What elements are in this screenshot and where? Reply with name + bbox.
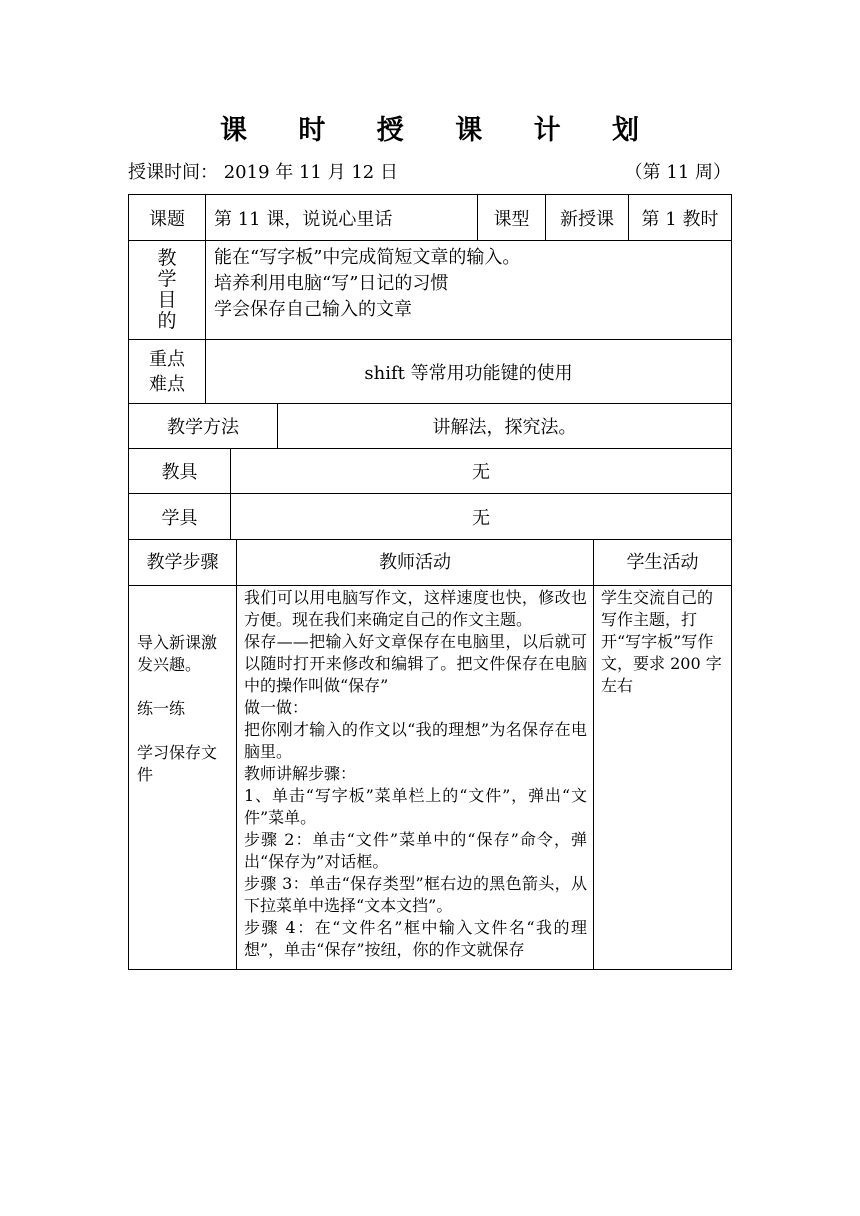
step-item: 学习保存文件 (137, 743, 218, 784)
teacher-paragraph: 保存——把输入好文章保存在电脑里，以后就可以随时打开来修改和编辑了。把文件保存在电脑中的操作叫做“保存” (244, 632, 587, 695)
objective-item: 培养利用电脑“写”日记的习惯 (214, 273, 449, 294)
objectives-list (206, 241, 732, 340)
week-number: （第 11 周） (624, 162, 731, 183)
lesson-type-value: 新授课 (546, 195, 629, 241)
teacher-paragraph: 步骤 4：在“文件名”框中输入文件名“我的理想”，单击“保存”按纽，你的作文就保存 (244, 918, 587, 959)
lesson-row (128, 194, 732, 241)
lesson-type-label: 课型 (478, 195, 546, 241)
teacher-paragraph: 教师讲解步骤： (244, 764, 357, 783)
teacher-paragraph: 把你刚才输入的作文以“我的理想”为名保存在电脑里。 (244, 720, 587, 761)
methods-label: 教学方法 (129, 404, 278, 449)
methods-value: 讲解法，探究法。 (278, 404, 732, 449)
student-activity: 学生交流自己的写作主题，打开“写字板”写作文，要求 200 字左右 (594, 586, 732, 970)
objectives-label: 教 学 目 的 (129, 241, 206, 340)
teacher-paragraph: 做一做： (244, 698, 309, 717)
class-date: 授课时间： 2019 年 11 月 12 日 (128, 162, 398, 183)
lesson-period: 第 1 教时 (629, 195, 732, 241)
learning-aids-label: 学具 (129, 494, 231, 540)
lesson-title: 第 11 课，说说心里话 (206, 195, 478, 241)
teaching-aids-label: 教具 (129, 449, 231, 494)
teacher-paragraph: 步骤 2：单击“文件”菜单中的“保存”命令，弹出“保存为”对话框。 (244, 830, 587, 871)
steps-list (129, 586, 237, 970)
step-item: 导入新课激发兴趣。 (137, 633, 218, 674)
key-points-row (128, 339, 732, 404)
objective-item: 学会保存自己输入的文章 (214, 299, 412, 320)
steps-table (128, 539, 732, 970)
objective-item: 能在“写字板”中完成简短文章的输入。 (214, 247, 521, 268)
steps-header: 教学步骤 (129, 540, 237, 586)
teacher-paragraph: 1、单击“写字板”菜单栏上的“文件”，弹出“文件”菜单。 (244, 786, 587, 827)
methods-row (128, 403, 732, 449)
page-title: 课 时 授 课 计 划 (220, 115, 660, 146)
teacher-activity-header: 教师活动 (237, 540, 594, 586)
teaching-aids-row (128, 448, 732, 494)
teaching-aids-value: 无 (231, 449, 732, 494)
key-points-label: 重点 难点 (129, 340, 206, 404)
teacher-paragraph: 我们可以用电脑写作文，这样速度也快，修改也方便。现在我们来确定自己的作文主题。 (244, 588, 587, 629)
lesson-label: 课题 (129, 195, 206, 241)
step-item: 练一练 (137, 699, 186, 718)
objectives-row (128, 240, 732, 340)
student-activity-header: 学生活动 (594, 540, 732, 586)
learning-aids-value: 无 (231, 494, 732, 540)
teacher-paragraph: 步骤 3：单击“保存类型”框右边的黑色箭头，从下拉菜单中选择“文本文挡”。 (244, 874, 587, 915)
learning-aids-row (128, 493, 732, 540)
key-points-value: shift 等常用功能键的使用 (206, 340, 732, 404)
teacher-activity (237, 586, 594, 970)
header-meta (128, 158, 731, 188)
